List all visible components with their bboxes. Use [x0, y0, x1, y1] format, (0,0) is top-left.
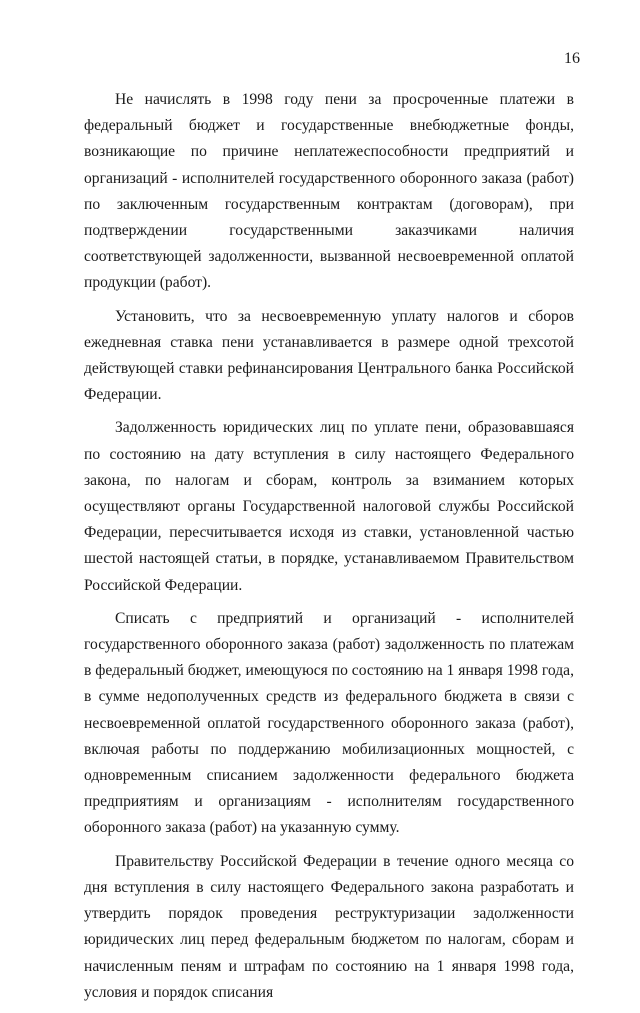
- paragraph-debt-write-off: Списать с предприятий и организаций - исполнителей государственного оборонного заказа (работ) задолженность по платежам в федеральный бюджет, имеющуюся по состоянию на 1 января 1998 года, в сумме недополученных средств из федерального бюджета в связи с несвоевременной оплатой государственного оборонного заказа (работ), включая работы по поддержанию мобилизационных мощностей, с одновременным списанием задолженности федерального бюджета предприятиям и организациям - исполнителям государственного оборонного заказа (работ) на указанную сумму.: [84, 609, 574, 837]
- page-number: 16: [564, 50, 580, 67]
- paragraph-debt-recalculation: Задолженность юридических лиц по уплате пени, образовавшаяся по состоянию на дату вступления в силу настоящего Федерального закона, по налогам и сборам, контроль за взиманием которых осуществляют органы Государственной налоговой службы Российской Федерации, пересчитывается исходя из ставки, установленной частью шестой настоящей статьи, в порядке, устанавливаемом Правительством Российской Федерации.: [84, 419, 574, 594]
- paragraph-penalty-rate: Установить, что за несвоевременную уплату налогов и сборов ежедневная ставка пени устанавливается в размере одной трехсотой действующей ставки рефинансирования Центрального банка Российской Федерации.: [84, 307, 574, 404]
- paragraph-penalty-exemption: Не начислять в 1998 году пени за просроченные платежи в федеральный бюджет и государственные внебюджетные фонды, возникающие по причине неплатежеспособности предприятий и организаций - исполнителей государственного оборонного заказа (работ) по заключенным государственным контрактам (договорам), при подтверждении государственными заказчиками наличия соответствующей задолженности, вызванной несвоевременной оплатой продукции (работ).: [84, 91, 574, 292]
- document-body: [84, 87, 574, 1013]
- paragraph-restructuring-order: Правительству Российской Федерации в течение одного месяца со дня вступления в силу настоящего Федерального закона разработать и утвердить порядок проведения реструктуризации задолженности юридических лиц перед федеральным бюджетом по налогам, сборам и начисленным пеням и штрафам по состоянию на 1 января 1998 года, условия и порядок списания: [84, 852, 574, 1001]
